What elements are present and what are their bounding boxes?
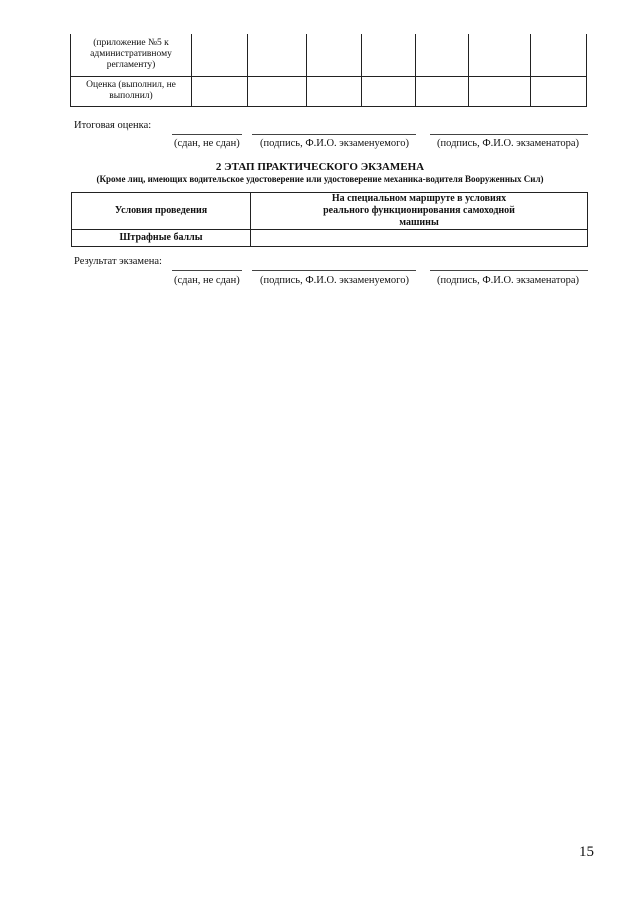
table-cell — [307, 76, 362, 106]
result-line — [172, 270, 242, 271]
table-row — [72, 230, 588, 247]
examiner-signature-line — [430, 270, 588, 271]
table-cell — [248, 76, 307, 106]
examinee-caption: (подпись, Ф.И.О. экзаменуемого) — [260, 138, 409, 149]
conditions-value: На специальном маршруте в условиях реального функционирования самоходной машины — [323, 193, 515, 228]
stage2-table — [71, 192, 588, 247]
penalty-value-cell — [251, 230, 588, 247]
penalty-label-cell — [72, 230, 251, 247]
row-label-cell — [71, 76, 192, 106]
table-row — [71, 76, 587, 106]
table-cell — [192, 76, 248, 106]
examinee-caption: (подпись, Ф.И.О. экзаменуемого) — [260, 275, 409, 286]
conditions-label: Условия проведения — [114, 205, 208, 216]
examinee-signature-line — [252, 134, 416, 135]
table-cell — [307, 34, 362, 76]
examiner-signature-line — [430, 134, 588, 135]
grade-caption: (сдан, не сдан) — [174, 138, 240, 149]
table-cell — [469, 34, 531, 76]
table-row — [72, 193, 588, 230]
table-cell — [362, 76, 416, 106]
final-grade-label: Итоговая оценка: — [74, 120, 152, 131]
row-label: Оценка (выполнил, не выполнил) — [86, 80, 176, 101]
examinee-signature-line — [252, 270, 416, 271]
row-label: (приложение №5 к административному регламенту) — [90, 38, 172, 71]
row-label-cell — [71, 34, 192, 76]
examiner-caption: (подпись, Ф.И.О. экзаменатора) — [437, 138, 580, 149]
table-cell — [192, 34, 248, 76]
table-cell — [416, 76, 469, 106]
assessment-table — [70, 34, 587, 107]
table-cell — [469, 76, 531, 106]
table-cell — [248, 34, 307, 76]
result-caption: (сдан, не сдан) — [174, 275, 240, 286]
examiner-caption: (подпись, Ф.И.О. экзаменатора) — [437, 275, 580, 286]
penalty-label: Штрафные баллы — [119, 232, 203, 243]
stage2-subtitle: (Кроме лиц, имеющих водительское удостоверение или удостоверение механика-водителя Вооруженных Сил) — [96, 174, 544, 184]
grade-line — [172, 134, 242, 135]
exam-result-label: Результат экзамена: — [74, 256, 162, 267]
conditions-label-cell — [72, 193, 251, 230]
table-row — [71, 34, 587, 76]
page-number: 15 — [579, 844, 594, 860]
table-cell — [416, 34, 469, 76]
conditions-value-cell — [251, 193, 588, 230]
stage2-title: 2 ЭТАП ПРАКТИЧЕСКОГО ЭКЗАМЕНА — [215, 161, 425, 173]
table-cell — [362, 34, 416, 76]
table-cell — [531, 76, 587, 106]
table-cell — [531, 34, 587, 76]
